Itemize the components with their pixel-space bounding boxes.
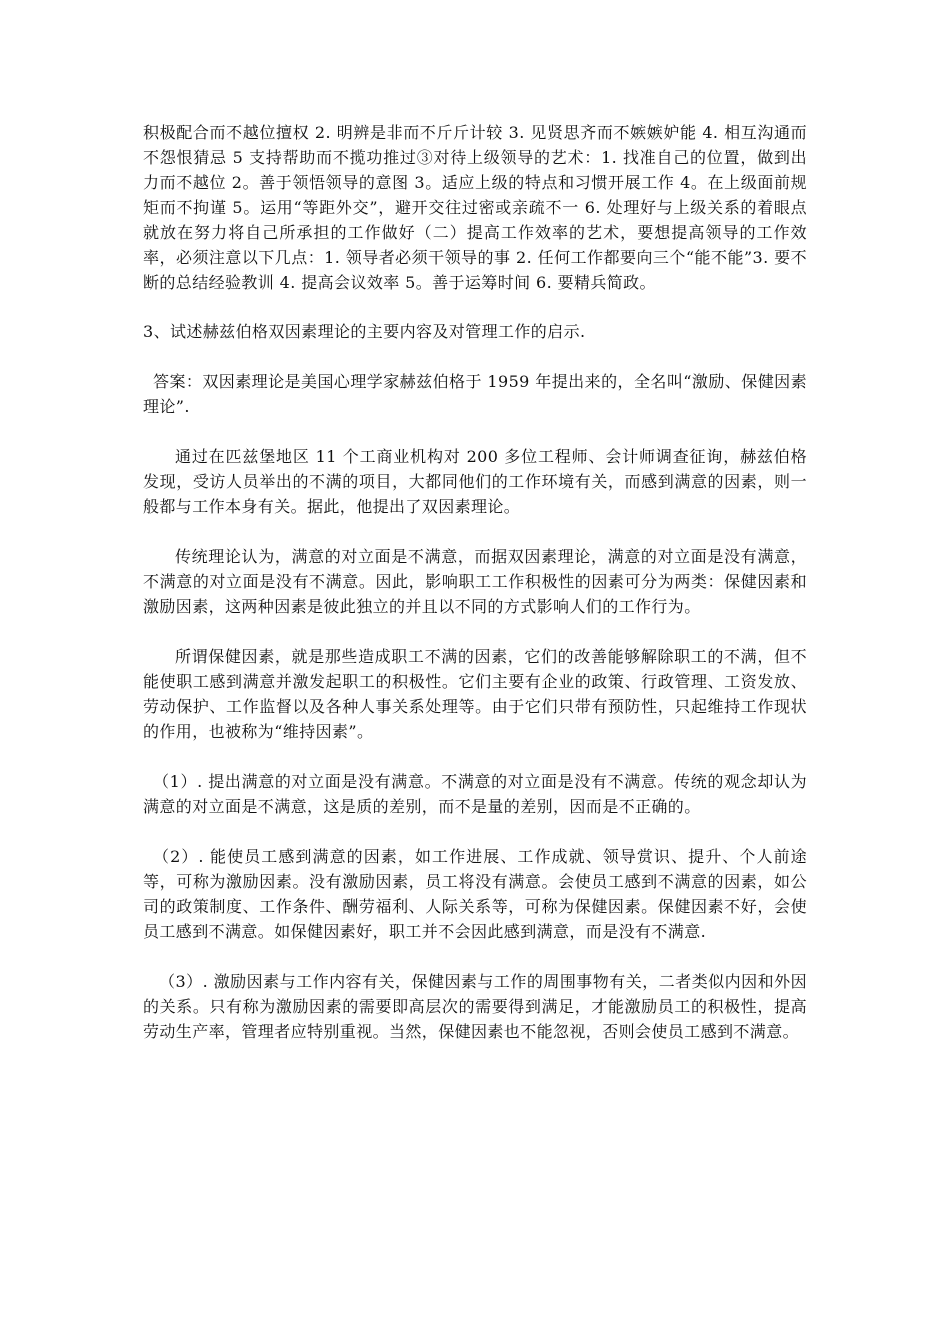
point-3: （3）. 激励因素与工作内容有关，保健因素与工作的周围事物有关，二者类似内因和外因的关系。只有称为激励因素的需要即高层次的需要得到满足，才能激励员工的积极性，提高劳动生产率，管理者应特别重视。当然，保健因素也不能忽视，否则会使员工感到不满意。 (143, 972, 807, 1041)
paragraph-survey: 通过在匹兹堡地区 11 个工商业机构对 200 多位工程师、会计师调查征询，赫兹伯格发现，受访人员举出的不满的项目，大都同他们的工作环境有关，而感到满意的因素，则一般都与工作本身有关。据此，他提出了双因素理论。 (143, 447, 807, 516)
paragraph-hygiene-factors: 所谓保健因素，就是那些造成职工不满的因素，它们的改善能够解除职工的不满，但不能使职工感到满意并激发起职工的积极性。它们主要有企业的政策、行政管理、工资发放、劳动保护、工作监督以及各种人事关系处理等。由于它们只带有预防性，只起维持工作现状的作用，也被称为“维持因素”。 (143, 647, 807, 741)
point-2: （2）. 能使员工感到满意的因素，如工作进展、工作成就、领导赏识、提升、个人前途等，可称为激励因素。没有激励因素，员工将没有满意。会使员工感到不满意的因素，如公司的政策制度、工作条件、酬劳福利、人际关系等，可称为保健因素。保健因素不好，会使员工感到不满意。如保健因素好，职工并不会因此感到满意，而是没有不满意. (143, 847, 807, 941)
paragraph-leadership-arts: 积极配合而不越位擅权 2. 明辨是非而不斤斤计较 3. 见贤思齐而不嫉嫉妒能 4. 相互沟通而不怨恨猜忌 5 支持帮助而不揽功推过③对待上级领导的艺术：1. 找准自己的位置，做到出力而不越位 2。善于领悟领导的意图 3。适应上级的特点和习惯开展工作 4。在上级面前规矩而不拘谨 5。运用“等距外交”，避开交往过密或亲疏不一 6. 处理好与上级关系的着眼点就放在努力将自己所承担的工作做好（二）提高工作效率的艺术，要想提高领导的工作效率，必须注意以下几点：1. 领导者必须干领导的事 2. 任何工作都要向三个“能不能”3. 要不断的总结经验教训 4. 提高会议效率 5。善于运筹时间 6. 要精兵简政。 (143, 123, 807, 292)
paragraph-traditional-theory: 传统理论认为，满意的对立面是不满意，而据双因素理论，满意的对立面是没有满意，不满意的对立面是没有不满意。因此，影响职工工作积极性的因素可分为两类：保健因素和激励因素，这两种因素是彼此独立的并且以不同的方式影响人们的工作行为。 (143, 547, 807, 616)
answer-intro: 答案：双因素理论是美国心理学家赫兹伯格于 1959 年提出来的，全名叫“激励、保健因素理论”. (143, 372, 807, 416)
document-page (143, 120, 807, 1044)
question-heading: 3、试述赫兹伯格双因素理论的主要内容及对管理工作的启示. (143, 322, 586, 341)
point-1: （1）. 提出满意的对立面是没有满意。不满意的对立面是没有不满意。传统的观念却认为满意的对立面是不满意，这是质的差别，而不是量的差别，因而是不正确的。 (143, 772, 807, 816)
